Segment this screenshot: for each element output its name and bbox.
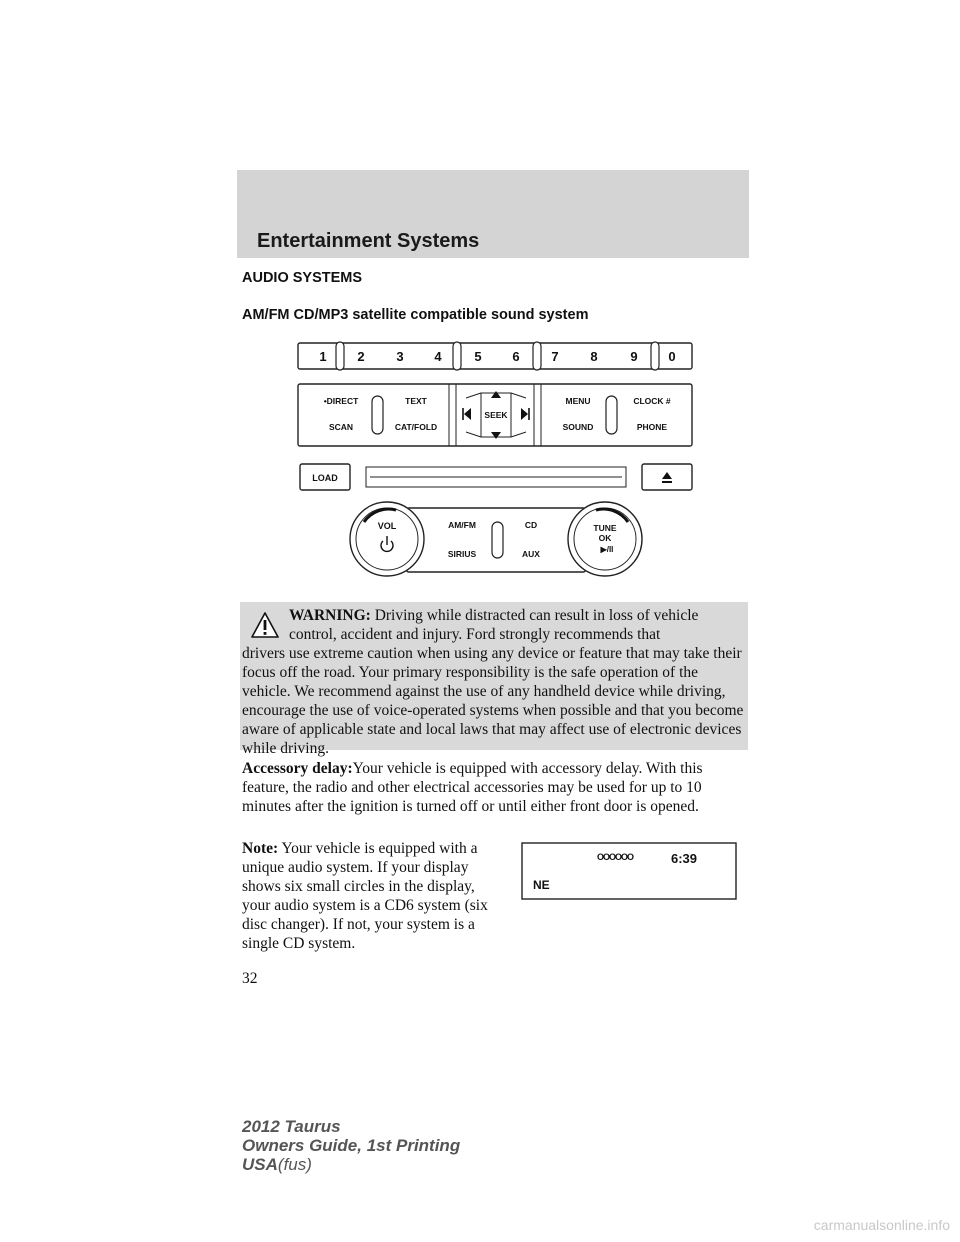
preset-5[interactable]: 5 <box>474 349 482 364</box>
preset-1[interactable]: 1 <box>319 349 327 364</box>
seek-label: SEEK <box>484 410 508 420</box>
watermark: carmanualsonline.info <box>813 1217 950 1233</box>
aux-button[interactable]: AUX <box>522 549 540 559</box>
display-compass: NE <box>533 878 550 892</box>
section-title: AUDIO SYSTEMS <box>242 270 363 286</box>
accessory-delay-paragraph <box>242 759 750 816</box>
radio-display-illustration <box>521 842 737 900</box>
preset-6[interactable]: 6 <box>512 349 520 364</box>
preset-2[interactable]: 2 <box>357 349 365 364</box>
clock-button[interactable]: CLOCK # <box>633 396 671 406</box>
page-number: 32 <box>242 970 258 987</box>
preset-9[interactable]: 9 <box>630 349 638 364</box>
vol-label: VOL <box>377 521 397 531</box>
accessory-delay-text: Your vehicle is equipped with accessory delay. With this feature, the radio and other electrical accessories may be used for up to 10 minutes after the ignition is turned off or until either front door is opened. <box>242 760 703 815</box>
footer <box>242 1117 460 1174</box>
preset-8[interactable]: 8 <box>590 349 598 364</box>
subsection-title: AM/FM CD/MP3 satellite compatible sound system <box>242 307 589 323</box>
chapter-title: Entertainment Systems <box>257 230 480 252</box>
radio-faceplate-diagram <box>296 340 698 580</box>
tune-knob[interactable] <box>568 502 642 576</box>
scan-button[interactable]: SCAN <box>328 422 354 432</box>
am-fm-button[interactable]: AM/FM <box>448 520 476 530</box>
volume-knob[interactable] <box>350 502 424 576</box>
cat-fold-button[interactable]: CAT/FOLD <box>394 422 438 432</box>
load-label: LOAD <box>312 473 338 483</box>
text-button[interactable]: TEXT <box>405 396 427 406</box>
footer-line-3: USA <box>242 1155 278 1174</box>
preset-3[interactable]: 3 <box>396 349 404 364</box>
tune-label: TUNE <box>593 523 617 533</box>
menu-button[interactable]: MENU <box>565 396 591 406</box>
note-text: Your vehicle is equipped with a unique audio system. If your display shows six small circles in the display, your audio system is a CD6 system (six disc changer). If not, your system is a single CD system. <box>242 840 488 952</box>
disc-indicator-circles: OOOOOO <box>597 852 634 862</box>
warning-label: WARNING: <box>289 607 371 624</box>
warning-body-rest: drivers use extreme caution when using any device or feature that may take their focus off the road. Your primary responsibility is the safe operation of the vehicle. We recommend against the use of any handheld device while driving, encourage the use of voice-operated systems when possible and that you become aware of applicable state and local laws that may affect use of electronic devices while driving. <box>242 645 744 757</box>
preset-0[interactable]: 0 <box>668 349 676 364</box>
warning-text <box>242 606 744 758</box>
note-paragraph <box>242 839 504 953</box>
display-clock: 6:39 <box>671 851 698 866</box>
footer-line-2: Owners Guide, 1st Printing <box>242 1136 461 1155</box>
phone-button[interactable]: PHONE <box>636 422 668 432</box>
right-rocker-switch[interactable] <box>606 396 617 434</box>
ok-label: OK <box>598 533 612 543</box>
note-label: Note: <box>242 840 279 857</box>
source-rocker-switch[interactable] <box>492 522 503 558</box>
sound-button[interactable]: SOUND <box>562 422 594 432</box>
sirius-button[interactable]: SIRIUS <box>447 549 477 559</box>
warning-body-first: Driving while distracted can result in loss of vehicle control, accident and injury. Ford strongly recommends that <box>289 607 699 643</box>
left-rocker-switch[interactable] <box>372 396 383 434</box>
play-pause-label: ▶/II <box>600 545 614 554</box>
footer-line-1: 2012 Taurus <box>242 1117 341 1136</box>
cd-button[interactable]: CD <box>524 520 538 530</box>
preset-4[interactable]: 4 <box>434 349 442 364</box>
footer-line-3-sub: (fus) <box>277 1155 312 1174</box>
preset-7[interactable]: 7 <box>551 349 559 364</box>
direct-button[interactable]: •DIRECT <box>323 396 359 406</box>
accessory-delay-label: Accessory delay: <box>242 760 353 777</box>
